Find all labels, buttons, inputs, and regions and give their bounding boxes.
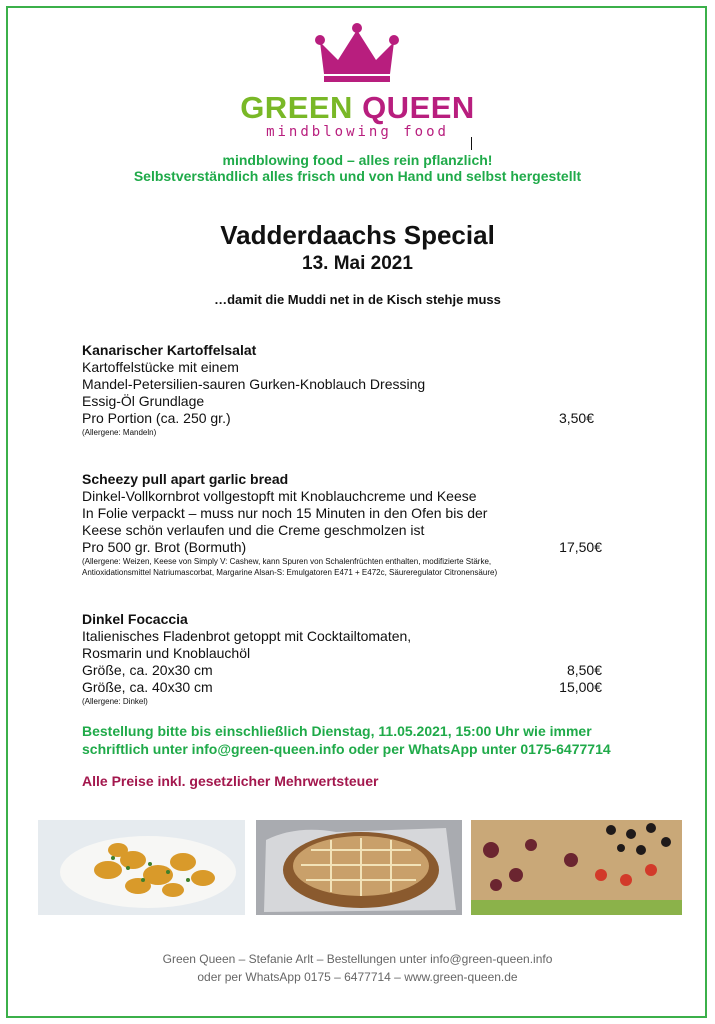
footer-line: oder per WhatsApp 0175 – 6477714 – www.green-queen.de [197,970,518,984]
menu-item-allergens: (Allergene: Dinkel) [82,697,148,706]
garlic-bread-photo [256,820,462,915]
page-date: 13. Mai 2021 [302,253,413,274]
menu-item [82,471,612,578]
menu-item [82,611,612,707]
vat-note: Alle Preise inkl. gesetzlicher Mehrwertsteuer [82,773,379,789]
menu-item-price: 8,50€ [566,662,602,678]
order-note-line: schriftlich unter info@green-queen.info oder per WhatsApp unter 0175-6477714 [82,741,611,757]
brand-name [0,90,715,126]
menu-item [82,342,612,438]
menu-item-allergens: (Allergene: Weizen, Keese von Simply V: Cashew, kann Spuren von Schalenfrüchten enthalten, modifizierte Stärke, [82,557,492,566]
intro-line-1: mindblowing food – alles rein pflanzlich! [222,152,493,168]
menu-item-allergens: (Allergene: Mandeln) [82,428,157,437]
menu-item-size-row [82,662,612,679]
menu-item-desc: In Folie verpackt – muss nur noch 15 Minuten in den Ofen bis der [82,505,488,521]
order-note-line: Bestellung bitte bis einschließlich Dienstag, 11.05.2021, 15:00 Uhr wie immer [82,723,592,739]
menu-item-portion-row [82,539,612,556]
menu-item-desc: Rosmarin und Knoblauchöl [82,645,251,661]
menu-item-desc: Dinkel-Vollkornbrot vollgestopft mit Knoblauchcreme und Keese [82,488,477,504]
menu-item-desc: Essig-Öl Grundlage [82,393,205,409]
logo-tagline: mindblowing food [266,124,449,140]
crown-icon [312,22,402,84]
footer [0,950,715,986]
menu-item-portion-row [82,410,612,427]
menu-item-size: Größe, ca. 20x30 cm [82,662,213,678]
menu-item-size: Größe, ca. 40x30 cm [82,679,213,695]
brand-word-queen: QUEEN [362,90,475,125]
menu-item-desc: Keese schön verlaufen und die Creme geschmolzen ist [82,522,425,538]
footer-line: Green Queen – Stefanie Arlt – Bestellungen unter info@green-queen.info [162,952,553,966]
order-note [82,722,682,758]
menu-item-desc: Italienisches Fladenbrot getoppt mit Cocktailtomaten, [82,628,412,644]
menu-item-size-row [82,679,612,696]
menu-item-portion: Pro Portion (ca. 250 gr.) [82,410,231,426]
page-title: Vadderdaachs Special [220,220,495,250]
menu-item-price: 15,00€ [559,679,602,695]
page-subtitle: …damit die Muddi net in de Kisch stehje muss [214,292,501,307]
menu-item-desc: Mandel-Petersilien-sauren Gurken-Knoblauch Dressing [82,376,426,392]
potato-salad-photo [38,820,245,915]
focaccia-photo [471,820,682,915]
menu-item-name: Dinkel Focaccia [82,611,188,627]
menu-item-price: 3,50€ [558,410,594,426]
menu-item-desc: Kartoffelstücke mit einem [82,359,239,375]
text-cursor [471,137,472,150]
menu-item-portion: Pro 500 gr. Brot (Bormuth) [82,539,247,555]
intro-line-2: Selbstverständlich alles frisch und von Hand und selbst hergestellt [133,168,582,184]
menu-item-name: Scheezy pull apart garlic bread [82,471,289,487]
menu-item-allergens: Antioxidationsmittel Natriumascorbat, Margarine Alsan-S: Emulgatoren E471 + E472c, Säureregulator Citronensäure) [82,568,498,577]
menu-item-price: 17,50€ [559,539,602,555]
menu-item-name: Kanarischer Kartoffelsalat [82,342,257,358]
brand-word-green: GREEN [240,90,353,125]
